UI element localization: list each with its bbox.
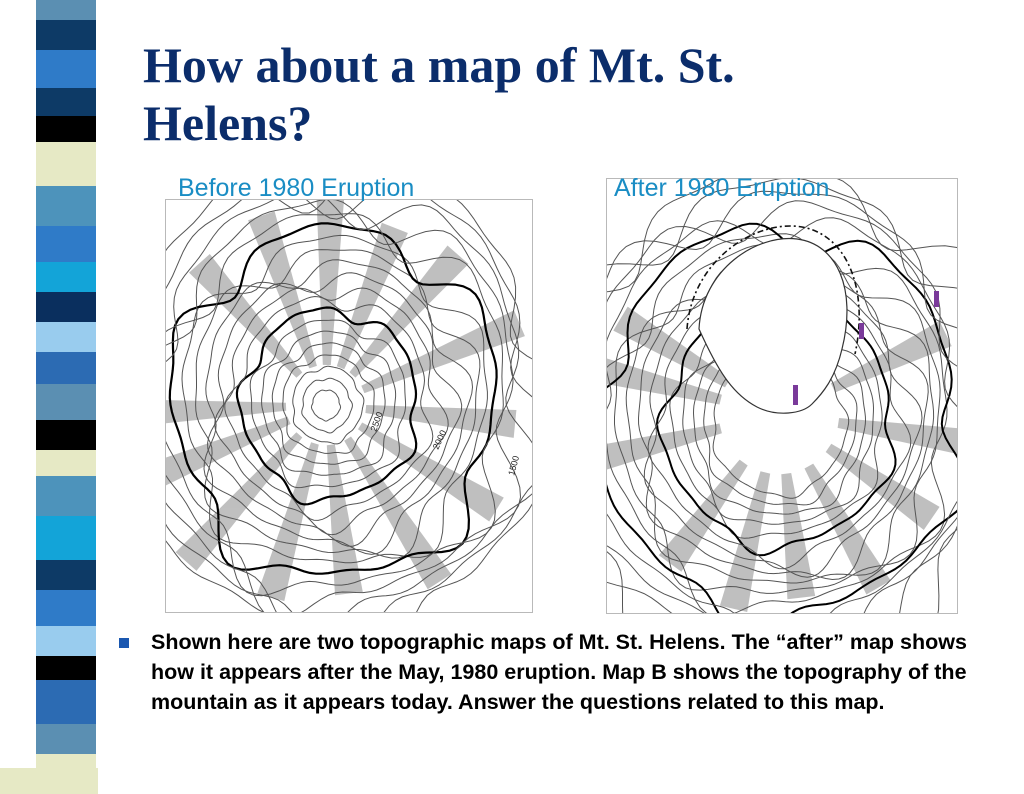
map-marker-1	[934, 291, 939, 307]
before-map-label: Before 1980 Eruption	[178, 174, 415, 202]
before-eruption-topographic-map	[165, 199, 533, 613]
decorative-stripe-bar	[0, 0, 98, 768]
contour-label-2000: 2000	[430, 428, 449, 451]
contour-line	[311, 390, 340, 421]
contour-line	[302, 378, 353, 433]
shaded-ridge	[361, 310, 525, 393]
contour-label-2500: 2500	[368, 410, 385, 433]
after-eruption-topographic-map	[606, 178, 958, 614]
slide-title: How about a map of Mt. St. Helens?	[143, 37, 735, 151]
contour-label-1500: 1500	[506, 454, 522, 477]
after-map-graphic	[607, 179, 957, 613]
map-marker-2	[859, 323, 864, 339]
shaded-ridge	[358, 423, 504, 522]
stripe-right-edge	[96, 0, 98, 768]
bullet-square-icon	[119, 638, 129, 648]
before-map-graphic	[166, 200, 532, 612]
after-map-label: After 1980 Eruption	[614, 174, 830, 202]
stripe-left-margin	[0, 0, 36, 768]
map-marker-3	[793, 385, 798, 405]
shaded-ridge	[607, 353, 722, 405]
bullet-paragraph: Shown here are two topographic maps of Mt. St. Helens. The “after” map shows how it appears after the May, 1980 eruption. Map B shows the topography of the mountain as it appears today. Answer the questions related to this map.	[151, 630, 967, 714]
